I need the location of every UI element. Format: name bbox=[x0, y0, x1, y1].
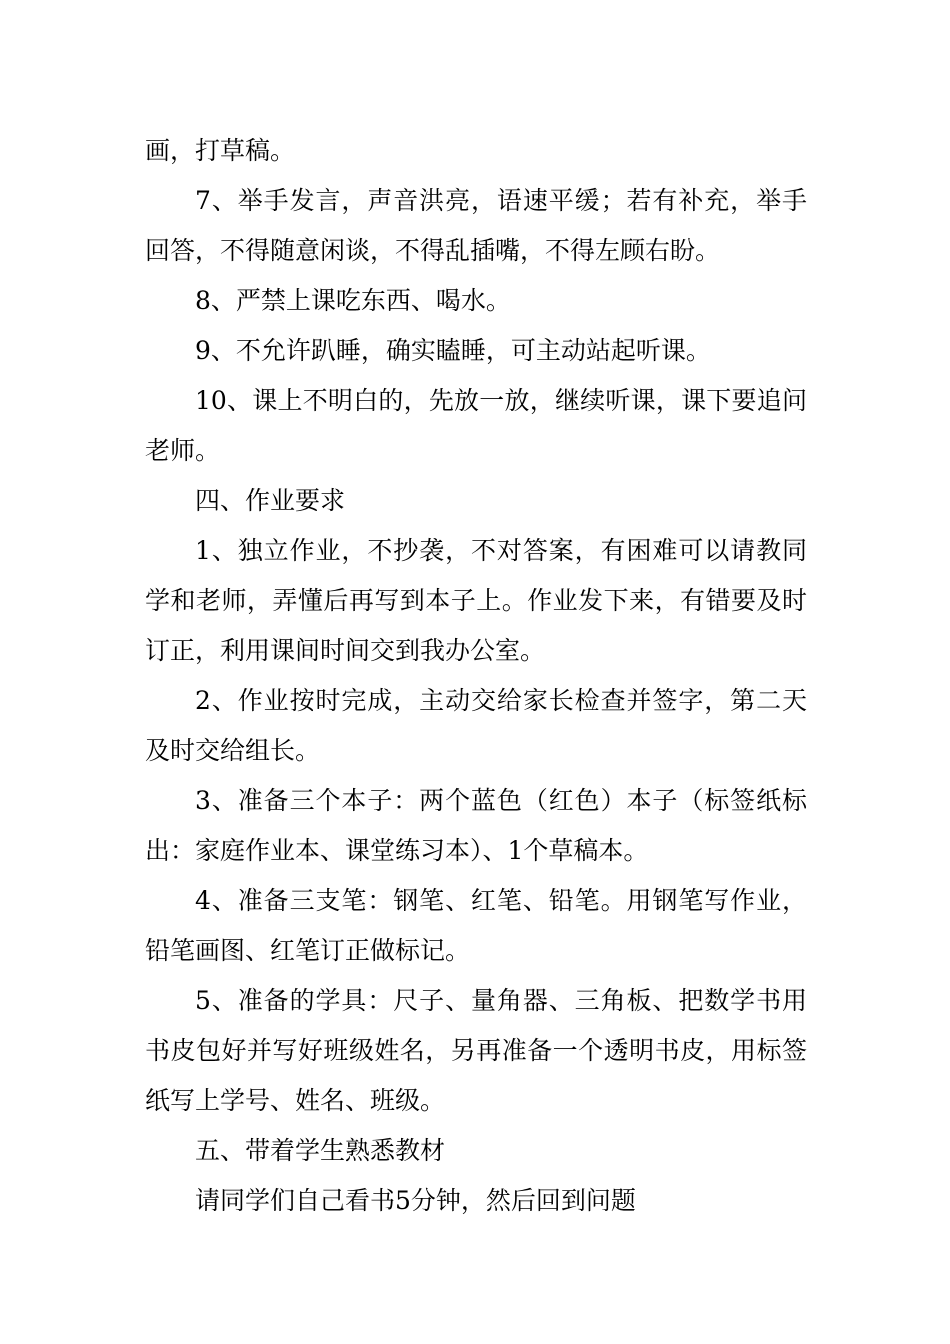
paragraph-textbook-instruction: 请同学们自己看书5分钟，然后回到问题 bbox=[195, 1186, 636, 1215]
paragraph-homework-3: 3、准备三个本子：两个蓝色（红色）本子（标签纸标出：家庭作业本、课堂练习本）、1个草稿本。 bbox=[145, 786, 807, 865]
paragraph-homework-5: 5、准备的学具：尺子、量角器、三角板、把数学书用书皮包好并写好班级姓名，另再准备一个透明书皮，用标签纸写上学号、姓名、班级。 bbox=[145, 986, 807, 1115]
paragraph-homework-2: 2、作业按时完成，主动交给家长检查并签字，第二天及时交给组长。 bbox=[145, 686, 807, 765]
paragraph-homework-4: 4、准备三支笔：钢笔、红笔、铅笔。用钢笔写作业，铅笔画图、红笔订正做标记。 bbox=[145, 886, 807, 965]
paragraph-rule-7: 7、举手发言，声音洪亮，语速平缓；若有补充，举手回答，不得随意闲谈，不得乱插嘴，不得左顾右盼。 bbox=[145, 186, 807, 265]
section-heading-homework: 四、作业要求 bbox=[195, 486, 346, 515]
paragraph-homework-1: 1、独立作业，不抄袭，不对答案，有困难可以请教同学和老师，弄懂后再写到本子上。作业发下来，有错要及时订正，利用课间时间交到我办公室。 bbox=[145, 536, 807, 665]
paragraph-rule-9: 9、不允许趴睡，确实瞌睡，可主动站起听课。 bbox=[195, 336, 711, 365]
paragraph-rule-8: 8、严禁上课吃东西、喝水。 bbox=[195, 286, 511, 315]
document-body bbox=[145, 126, 807, 1226]
paragraph-rule-10: 10、课上不明白的，先放一放，继续听课，课下要追问老师。 bbox=[145, 386, 807, 465]
paragraph-continuation: 画，打草稿。 bbox=[145, 136, 296, 165]
section-heading-textbook: 五、带着学生熟悉教材 bbox=[195, 1136, 446, 1165]
